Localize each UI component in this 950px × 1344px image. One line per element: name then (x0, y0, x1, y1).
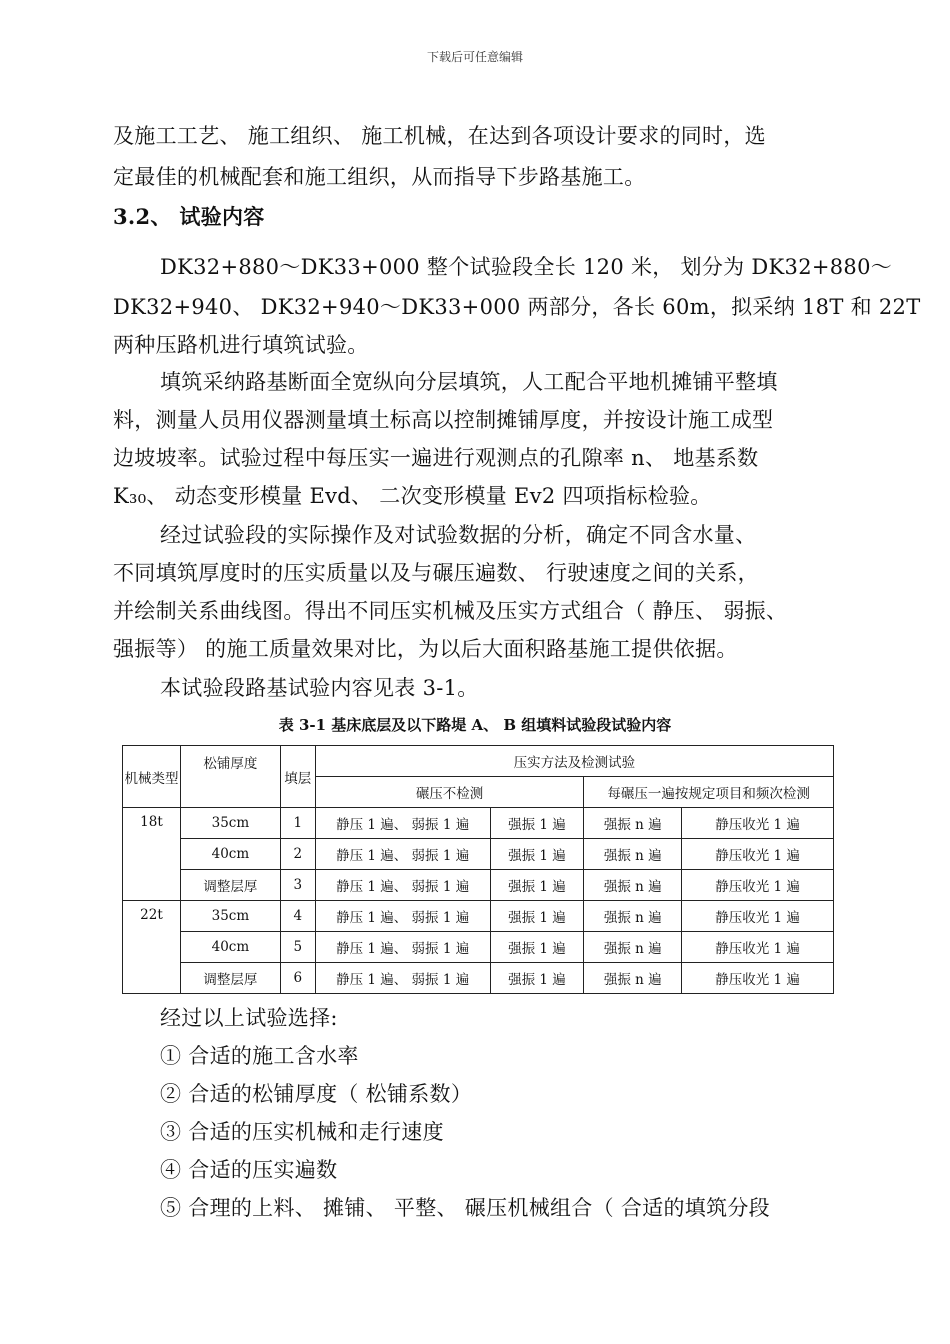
table-caption: 表 3-1 基床底层及以下路堤 A、 B 组填料试验段试验内容 (278, 716, 672, 734)
para3-line4: K₃₀、 动态变形模量 Evd、 二次变形模量 Ev2 四项指标检验。 (113, 484, 712, 508)
para4-line3: 并绘制关系曲线图。得出不同压实机械及压实方式组合（ 静压、 弱振、 (113, 599, 788, 623)
cell-static-finish: 静压收光 1 遍 (682, 808, 834, 839)
thickness-cell: 40cm (180, 932, 280, 963)
cell-static-weak: 静压 1 遍、 弱振 1 遍 (315, 963, 490, 994)
cell-static-weak: 静压 1 遍、 弱振 1 遍 (315, 932, 490, 963)
para4-line4: 强振等） 的施工质量效果对比，为以后大面积路基施工提供依据。 (113, 637, 738, 661)
cell-strong-once: 强振 1 遍 (490, 963, 584, 994)
cell-static-weak: 静压 1 遍、 弱振 1 遍 (315, 901, 490, 932)
cell-strong-n: 强振 n 遍 (584, 808, 682, 839)
thickness-cell: 40cm (180, 839, 280, 870)
para4-line2: 不同填筑厚度时的压实质量以及与碾压遍数、 行驶速度之间的关系， (113, 561, 759, 585)
cell-static-finish: 静压收光 1 遍 (682, 963, 834, 994)
cell-static-weak: 静压 1 遍、 弱振 1 遍 (315, 839, 490, 870)
cell-strong-n: 强振 n 遍 (584, 932, 682, 963)
list-item: ⑤ 合理的上料、 摊铺、 平整、 碾压机械组合（ 合适的填筑分段 (160, 1196, 770, 1220)
cell-strong-n: 强振 n 遍 (584, 901, 682, 932)
cell-strong-once: 强振 1 遍 (490, 932, 584, 963)
layer-cell: 6 (280, 963, 315, 994)
table-row (123, 808, 834, 839)
cell-strong-n: 强振 n 遍 (584, 839, 682, 870)
header-no-detection: 碾压不检测 (315, 777, 584, 808)
layer-cell: 3 (280, 870, 315, 901)
thickness-cell: 调整层厚 (180, 963, 280, 994)
header-loose-thickness: 松铺厚度 (180, 746, 280, 808)
cell-static-finish: 静压收光 1 遍 (682, 932, 834, 963)
cell-strong-n: 强振 n 遍 (584, 870, 682, 901)
header-machine-type: 机械类型 (123, 746, 181, 808)
cell-static-finish: 静压收光 1 遍 (682, 870, 834, 901)
thickness-cell: 35cm (180, 808, 280, 839)
table-row (123, 870, 834, 901)
layer-cell: 2 (280, 839, 315, 870)
cell-static-weak: 静压 1 遍、 弱振 1 遍 (315, 808, 490, 839)
table-row (123, 901, 834, 932)
para1-line1: 及施工工艺、 施工组织、 施工机械，在达到各项设计要求的同时，选 (113, 124, 766, 148)
cell-static-finish: 静压收光 1 遍 (682, 901, 834, 932)
list-item: ④ 合适的压实遍数 (160, 1158, 338, 1182)
thickness-cell: 35cm (180, 901, 280, 932)
section-heading: 3.2、 试验内容 (113, 204, 265, 229)
cell-strong-n: 强振 n 遍 (584, 963, 682, 994)
para1-line2: 定最佳的机械配套和施工组织，从而指导下步路基施工。 (113, 165, 646, 189)
cell-static-weak: 静压 1 遍、 弱振 1 遍 (315, 870, 490, 901)
list-item: ① 合适的施工含水率 (160, 1044, 359, 1068)
after-table-text: 经过以上试验选择: (160, 1006, 338, 1030)
layer-cell: 5 (280, 932, 315, 963)
para2-line2: DK32+940、 DK32+940～DK33+000 两部分，各长 60m，拟采纳 18T 和 22T (113, 295, 921, 319)
cell-static-finish: 静压收光 1 遍 (682, 839, 834, 870)
table-row (123, 839, 834, 870)
para4-line1: 经过试验段的实际操作及对试验数据的分析，确定不同含水量、 (160, 523, 757, 547)
header-detection-each-pass: 每碾压一遍按规定项目和频次检测 (584, 777, 834, 808)
table-row (123, 963, 834, 994)
machine-cell: 22t (123, 901, 181, 994)
layer-cell: 1 (280, 808, 315, 839)
layer-cell: 4 (280, 901, 315, 932)
page-header: 下载后可任意编辑 (426, 50, 523, 64)
cell-strong-once: 强振 1 遍 (490, 870, 584, 901)
cell-strong-once: 强振 1 遍 (490, 839, 584, 870)
table-row (123, 932, 834, 963)
para3-line1: 填筑采纳路基断面全宽纵向分层填筑，人工配合平地机摊铺平整填 (160, 370, 778, 394)
thickness-cell: 调整层厚 (180, 870, 280, 901)
para2-line1: DK32+880～DK33+000 整个试验段全长 120 米， 划分为 DK32+880～ (160, 255, 893, 279)
cell-strong-once: 强振 1 遍 (490, 901, 584, 932)
para3-line3: 边坡坡率。试验过程中每压实一遍进行观测点的孔隙率 n、 地基系数 (113, 446, 759, 470)
machine-cell: 18t (123, 808, 181, 901)
header-compaction-method: 压实方法及检测试验 (315, 746, 833, 777)
list-item: ③ 合适的压实机械和走行速度 (160, 1120, 444, 1144)
list-item: ② 合适的松铺厚度（ 松铺系数） (160, 1082, 473, 1106)
cell-strong-once: 强振 1 遍 (490, 808, 584, 839)
para5: 本试验段路基试验内容见表 3-1。 (160, 676, 479, 700)
test-content-table (122, 745, 834, 994)
para2-line3: 两种压路机进行填筑试验。 (113, 333, 369, 357)
table-header-row (123, 746, 834, 777)
para3-line2: 料，测量人员用仪器测量填土标高以控制摊铺厚度，并按设计施工成型 (113, 408, 774, 432)
header-fill-layer: 填层 (280, 746, 315, 808)
